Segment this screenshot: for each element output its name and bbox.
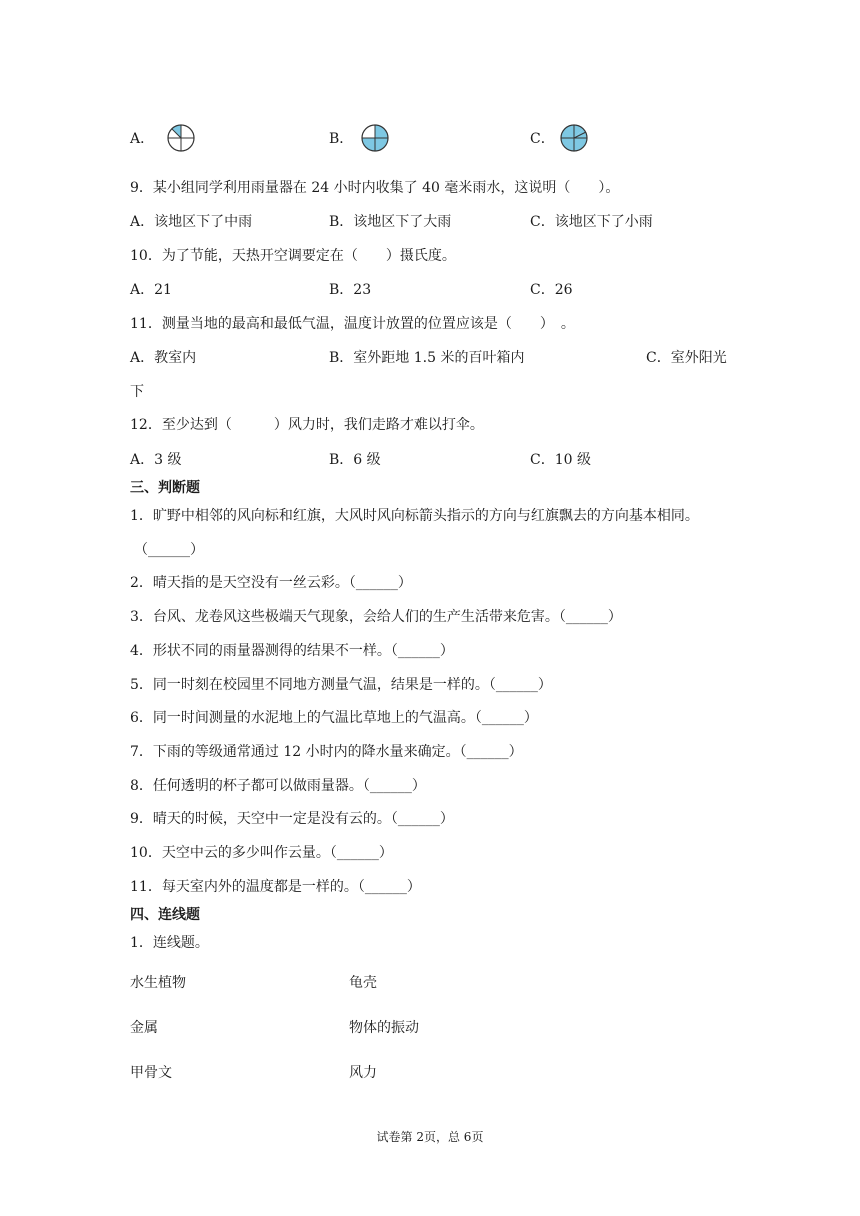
q11-text: 11．测量当地的最高和最低气温，温度计放置的位置应该是（ ） 。 [130,316,575,332]
pie-circle-icon [166,123,196,153]
judge-item-6: 6．同一时间测量的水泥地上的气温比草地上的气温高。（______） [130,710,538,726]
judge-item-7: 7．下雨的等级通常通过 12 小时内的降水量来确定。（______） [130,744,523,760]
q9-text: 9．某小组同学利用雨量器在 24 小时内收集了 40 毫米雨水，这说明（ ）。 [130,180,620,196]
judge-item-10: 10．天空中云的多少叫作云量。（______） [130,845,393,861]
matching-right-item: 物体的振动 [349,1020,419,1036]
q11-option-c-wrap: 下 [130,384,144,400]
matching-left-item: 金属 [130,1020,158,1036]
q11-option-c: C．室外阳光 [646,350,727,366]
q8-option-c-label: C． [530,131,555,147]
q12-option-a: A．3 级 [130,452,182,468]
q11-option-a: A．教室内 [130,350,197,366]
matching-left-item: 水生植物 [130,975,186,991]
q10-option-a: A．21 [130,282,172,298]
matching-right-item: 龟壳 [349,975,377,991]
pie-circle-icon [559,123,589,153]
judge-item-11: 11．每天室内外的温度都是一样的。（______） [130,879,421,895]
q12-text: 12．至少达到（ ）风力时，我们走路才难以打伞。 [130,417,484,433]
matching-left-item: 甲骨文 [130,1065,172,1081]
q8-option-a-label: A． [130,131,155,147]
judge-item-2: 2．晴天指的是天空没有一丝云彩。（______） [130,575,412,591]
q12-option-c: C．10 级 [530,452,591,468]
matching-question: 1．连线题。 [130,935,209,951]
page-footer: 试卷第 2页，总 6页 [376,1130,484,1144]
section4-title: 四、连线题 [130,907,200,923]
q9-option-c: C．该地区下了小雨 [530,214,653,230]
q11-option-b: B．室外距地 1.5 米的百叶箱内 [329,350,525,366]
pie-circle-icon [360,123,390,153]
judge-item-1-blank: （______） [134,542,204,558]
judge-item-9: 9．晴天的时候，天空中一定是没有云的。（______） [130,811,454,827]
judge-item-1: 1．旷野中相邻的风向标和红旗，大风时风向标箭头指示的方向与红旗飘去的方向基本相同。 [130,508,699,524]
q12-option-b: B．6 级 [329,452,381,468]
q8-option-b-label: B． [329,131,354,147]
q10-option-c: C．26 [530,282,573,298]
judge-item-8: 8．任何透明的杯子都可以做雨量器。（______） [130,778,426,794]
judge-item-4: 4．形状不同的雨量器测得的结果不一样。（______） [130,643,454,659]
q9-option-b: B．该地区下了大雨 [329,214,452,230]
section3-title: 三、判断题 [130,480,200,496]
judge-item-5: 5．同一时刻在校园里不同地方测量气温，结果是一样的。（______） [130,677,552,693]
matching-right-item: 风力 [349,1065,377,1081]
q10-option-b: B．23 [329,282,372,298]
judge-item-3: 3．台风、龙卷风这些极端天气现象，会给人们的生产生活带来危害。（______） [130,609,622,625]
q10-text: 10．为了节能，天热开空调要定在（ ）摄氏度。 [130,248,456,264]
q9-option-a: A．该地区下了中雨 [130,214,253,230]
